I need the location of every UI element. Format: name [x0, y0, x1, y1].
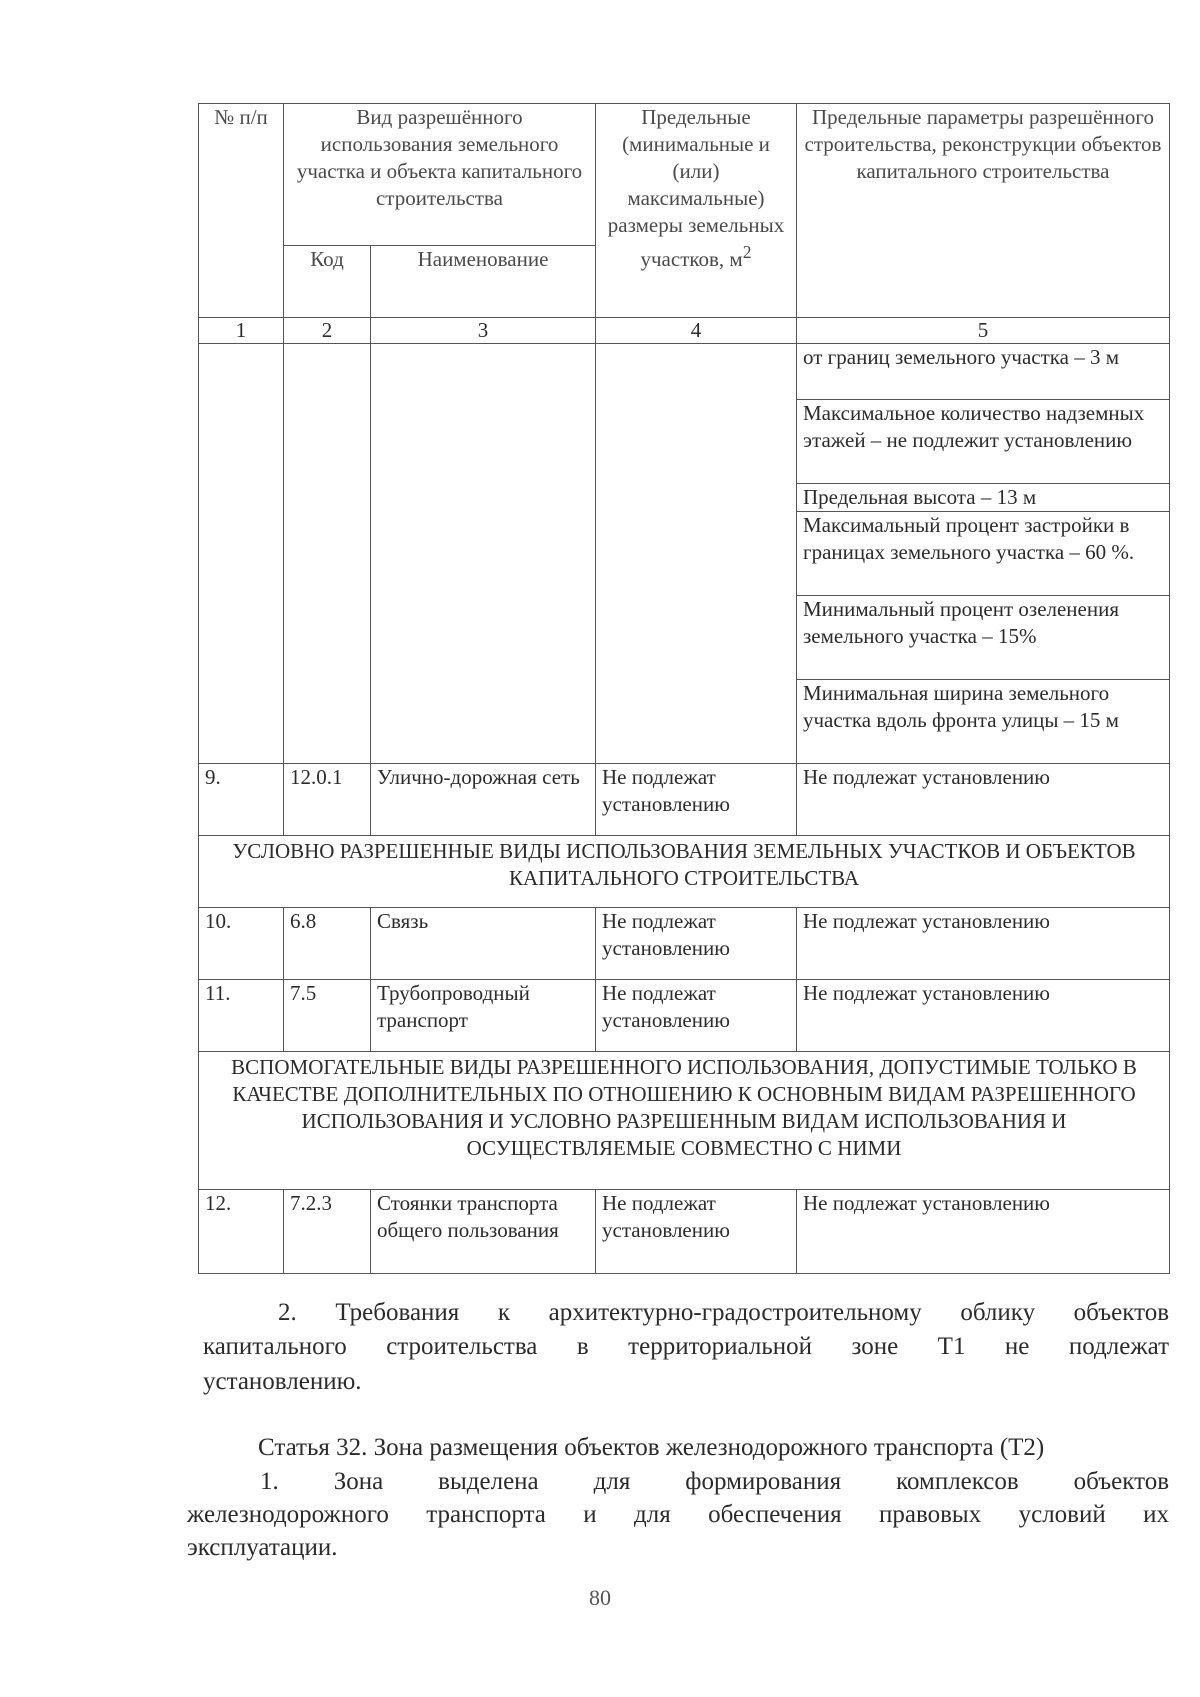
header-razmery-sup: 2 [742, 242, 752, 262]
row10-params: Не подлежат установлению [797, 908, 1170, 980]
row9-num: 9. [199, 764, 284, 836]
section-auxiliary-title: ВСПОМОГАТЕЛЬНЫЕ ВИДЫ РАЗРЕШЕННОГО ИСПОЛЬЗОВАНИЯ, ДОПУСТИМЫЕ ТОЛЬКО В КАЧЕСТВЕ ДОПОЛНИТЕЛЬНЫХ ПО ОТНОШЕНИЮ К ОСНОВНЫМ ВИДАМ РАЗРЕШЕННОГО ИСПОЛЬЗОВАНИЯ И УСЛОВНО РАЗРЕШЕННЫМ ВИДАМ ИСПОЛЬЗОВАНИЯ И ОСУЩЕСТВЛЯЕМЫЕ СОВМЕСТНО С НИМИ [199, 1052, 1170, 1190]
row9-naim: Улично-дорожная сеть [371, 764, 596, 836]
row9-razmery: Не подлежат установлению [596, 764, 797, 836]
article-32-heading: Статья 32. Зона размещения объектов железнодорожного транспорта (Т2) [258, 1434, 1045, 1461]
header-num: № п/п [199, 104, 284, 318]
article-32-paragraph-1-line-3: эксплуатации. [187, 1534, 338, 1561]
paragraph-2-line-1: 2. Требования к архитектурно-градостроительному облику объектов [278, 1299, 1169, 1326]
row12-razmery: Не подлежат установлению [596, 1190, 797, 1274]
colnum-2: 2 [284, 318, 371, 344]
section-row-auxiliary [199, 1052, 1170, 1190]
param-cell: от границ земельного участка – 3 м [797, 344, 1170, 400]
row12-naim: Стоянки транспорта общего пользования [371, 1190, 596, 1274]
header-razmery-text: Предельные (минимальные и (или) максимальные) размеры земельных участков, м [607, 105, 785, 271]
row12-kod: 7.2.3 [284, 1190, 371, 1274]
zoning-table [198, 103, 1170, 1274]
paragraph-2-line-2: капитального строительства в территориальной зоне Т1 не подлежат [203, 1333, 1169, 1360]
colnum-3: 3 [371, 318, 596, 344]
table-row [199, 344, 1170, 400]
row11-naim: Трубопроводный транспорт [371, 980, 596, 1052]
header-razmery [596, 104, 797, 318]
param-cell: Предельная высота – 13 м [797, 484, 1170, 512]
row10-naim: Связь [371, 908, 596, 980]
row10-kod: 6.8 [284, 908, 371, 980]
row9-kod: 12.0.1 [284, 764, 371, 836]
header-kod: Код [284, 246, 371, 318]
row11-params: Не подлежат установлению [797, 980, 1170, 1052]
colnum-1: 1 [199, 318, 284, 344]
table-row [199, 1190, 1170, 1274]
header-params: Предельные параметры разрешённого строительства, реконструкции объектов капитального строительства [797, 104, 1170, 318]
param-cell: Максимальное количество надземных этажей – не подлежит установлению [797, 400, 1170, 484]
row9-params: Не подлежат установлению [797, 764, 1170, 836]
row12-num: 12. [199, 1190, 284, 1274]
param-cell: Максимальный процент застройки в границах земельного участка – 60 %. [797, 512, 1170, 596]
param-cell: Минимальный процент озеленения земельного участка – 15% [797, 596, 1170, 680]
article-32-paragraph-1-line-1: 1. Зона выделена для формирования комплексов объектов [260, 1468, 1169, 1495]
table-row [199, 764, 1170, 836]
table-row [199, 980, 1170, 1052]
row10-razmery: Не подлежат установлению [596, 908, 797, 980]
row10-num: 10. [199, 908, 284, 980]
colnum-5: 5 [797, 318, 1170, 344]
cont-kod-cell [284, 344, 371, 764]
article-32-paragraph-1-line-2: железнодорожного транспорта и для обеспечения правовых условий их [187, 1501, 1169, 1528]
section-conditional-title: УСЛОВНО РАЗРЕШЕННЫЕ ВИДЫ ИСПОЛЬЗОВАНИЯ ЗЕМЕЛЬНЫХ УЧАСТКОВ И ОБЪЕКТОВ КАПИТАЛЬНОГО СТРОИТЕЛЬСТВА [199, 836, 1170, 908]
param-cell: Минимальная ширина земельного участка вдоль фронта улицы – 15 м [797, 680, 1170, 764]
table-header-row [199, 104, 1170, 246]
header-naim: Наименование [371, 246, 596, 318]
column-numbers-row [199, 318, 1170, 344]
row12-params: Не подлежат установлению [797, 1190, 1170, 1274]
cont-razmery-cell [596, 344, 797, 764]
row11-razmery: Не подлежат установлению [596, 980, 797, 1052]
page-number: 80 [589, 1585, 611, 1610]
header-vid: Вид разрешённого использования земельного участка и объекта капитального строительства [284, 104, 596, 246]
colnum-4: 4 [596, 318, 797, 344]
table-row [199, 908, 1170, 980]
row11-num: 11. [199, 980, 284, 1052]
paragraph-2-line-3: установлению. [203, 1368, 362, 1395]
section-row-conditional [199, 836, 1170, 908]
row11-kod: 7.5 [284, 980, 371, 1052]
cont-num-cell [199, 344, 284, 764]
cont-naim-cell [371, 344, 596, 764]
